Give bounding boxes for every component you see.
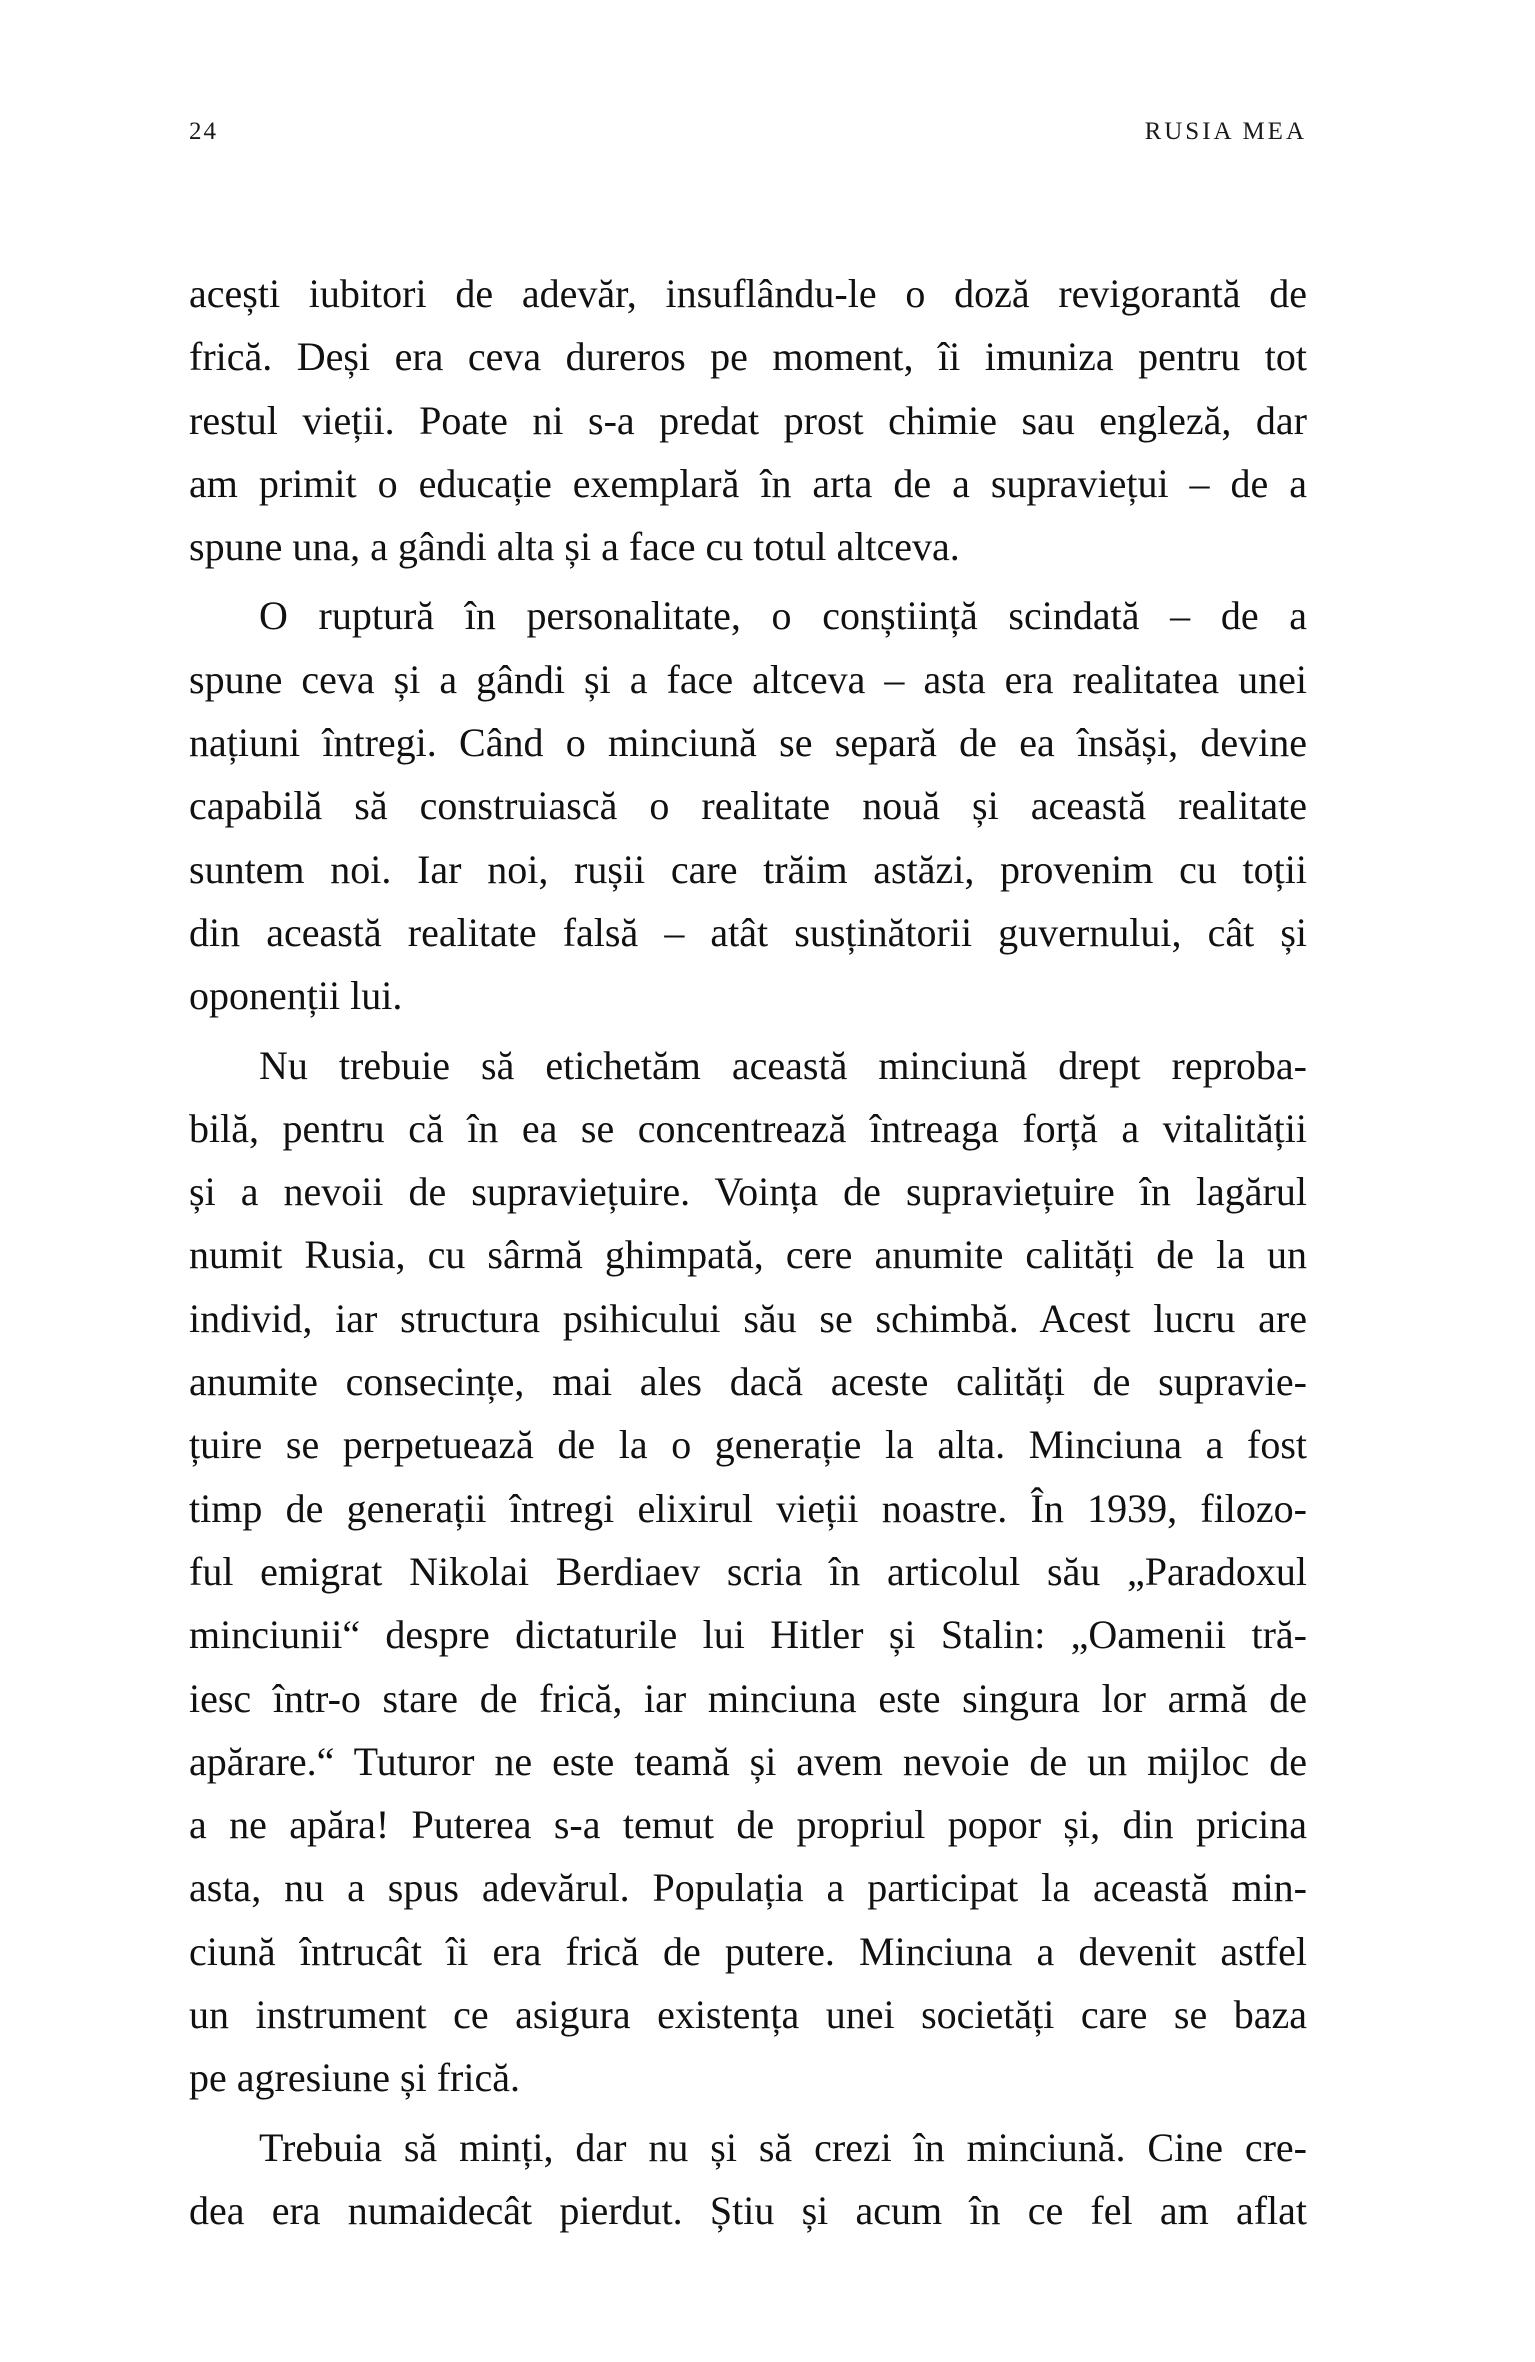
text-line: numit Rusia, cu sârmă ghimpată, cere anumite calități de la un [189, 1232, 1307, 1278]
text-line: iesc într-o stare de frică, iar minciuna este singura lor armă de [189, 1675, 1307, 1721]
text-line: țuire se perpetuează de la o generație la alta. Minciuna a fost [189, 1422, 1307, 1468]
text-line: anumite consecințe, mai ales dacă aceste calități de supravie- [189, 1359, 1307, 1405]
text-line: spune ceva și a gândi și a face altceva – asta era realitatea unei [189, 656, 1307, 702]
paragraph [189, 262, 1307, 578]
body-text [189, 262, 1307, 2242]
text-line: bilă, pentru că în ea se concentrează întreaga forță a vitalității [189, 1105, 1307, 1151]
text-line: asta, nu a spus adevărul. Populația a participat la această min- [189, 1865, 1307, 1911]
text-line: Trebuia să minți, dar nu și să crezi în minciună. Cine cre- [259, 2124, 1307, 2170]
text-line: un instrument ce asigura existența unei societăți care se baza [189, 1992, 1307, 2038]
paragraph [189, 2116, 1307, 2243]
running-title: RUSIA MEA [1144, 118, 1307, 145]
text-line: acești iubitori de adevăr, insuflându-le o doză revigorantă de [189, 271, 1307, 316]
paragraph [189, 584, 1307, 1027]
text-line: oponenții lui. [189, 973, 403, 1019]
text-line: dea era numaidecât pierdut. Știu și acum în ce fel am aflat [189, 2187, 1307, 2233]
paragraph [189, 1034, 1307, 2110]
text-line: restul vieții. Poate ni s-a predat prost chimie sau engleză, dar [189, 397, 1307, 443]
running-head [189, 118, 1307, 158]
text-line: frică. Deși era ceva dureros pe moment, îi imuniza pentru tot [189, 334, 1307, 380]
text-line: timp de generații întregi elixirul vieții noastre. În 1939, filozo- [189, 1485, 1307, 1531]
text-line: minciunii“ despre dictaturile lui Hitler și Stalin: „Oamenii tră- [189, 1612, 1307, 1658]
text-line: Nu trebuie să etichetăm această minciună drept reproba- [259, 1042, 1307, 1088]
text-line: capabilă să construiască o realitate nouă și această realitate [189, 783, 1307, 829]
text-line: ciună întrucât îi era frică de putere. Minciuna a devenit astfel [189, 1928, 1307, 1974]
text-line: pe agresiune și frică. [189, 2055, 520, 2101]
text-line: am primit o educație exemplară în arta de a supraviețui – de a [189, 460, 1307, 506]
text-line: O ruptură în personalitate, o conștiință scindată – de a [259, 593, 1307, 639]
text-line: din această realitate falsă – atât susținătorii guvernului, cât și [189, 909, 1307, 955]
page-number: 24 [189, 118, 218, 145]
text-line: spune una, a gândi alta și a face cu totul altceva. [189, 524, 960, 570]
text-line: și a nevoii de supraviețuire. Voința de supraviețuire în lagărul [189, 1169, 1307, 1215]
text-line: ful emigrat Nikolai Berdiaev scria în articolul său „Paradoxul [189, 1548, 1307, 1594]
text-line: individ, iar structura psihicului său se schimbă. Acest lucru are [189, 1295, 1307, 1341]
text-line: suntem noi. Iar noi, rușii care trăim astăzi, provenim cu toții [189, 846, 1307, 892]
text-line: a ne apăra! Puterea s-a temut de propriul popor și, din pricina [189, 1802, 1307, 1848]
text-line: apărare.“ Tuturor ne este teamă și avem nevoie de un mijloc de [189, 1738, 1307, 1784]
text-line: națiuni întregi. Când o minciună se separă de ea însăși, devine [189, 720, 1307, 766]
